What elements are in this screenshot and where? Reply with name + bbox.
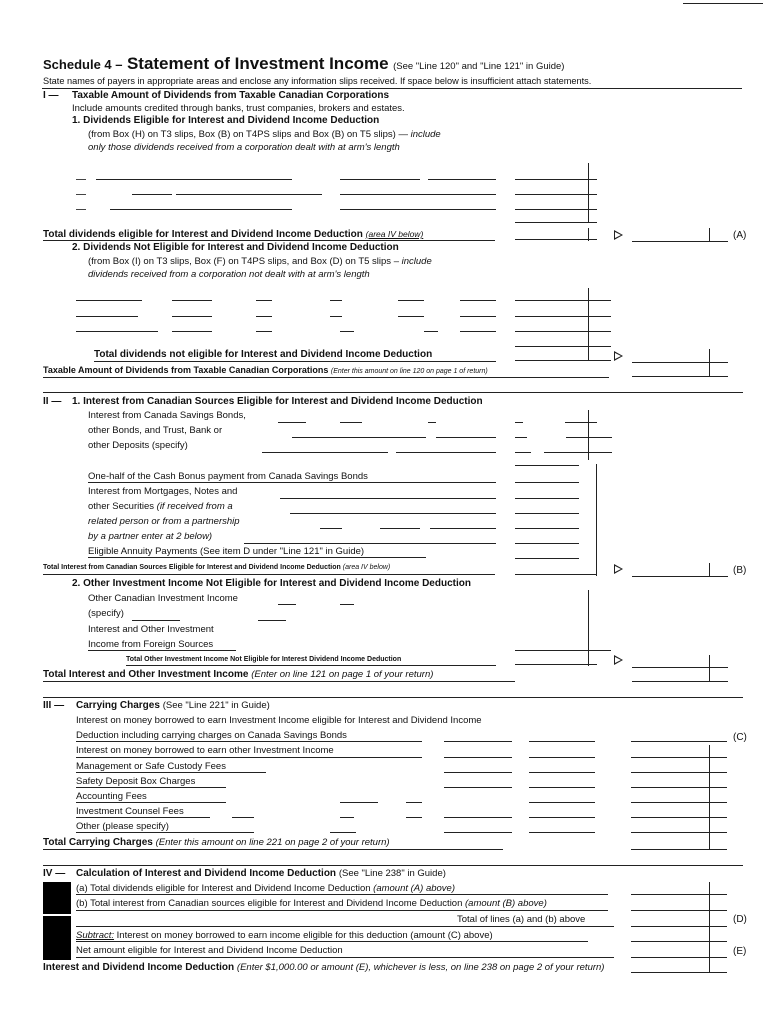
mortgages-label: Interest from Mortgages, Notes and bbox=[88, 486, 238, 497]
dividends-eligible-desc2: only those dividends received from a corporation dealt with at arm's length bbox=[88, 142, 400, 153]
total-dividends-eligible-note: (area IV below) bbox=[365, 229, 424, 239]
black-bar-2 bbox=[43, 916, 71, 960]
interest-line-1: Interest from Canada Savings Bonds, bbox=[88, 410, 246, 421]
line-a bbox=[76, 883, 455, 894]
amount-a-field[interactable] bbox=[632, 241, 728, 242]
line-a-text: Total dividends eligible for Interest and Dividend Income Deduction bbox=[90, 883, 374, 894]
other-line-2: (specify) bbox=[88, 608, 124, 619]
section-1-roman: I — bbox=[43, 90, 59, 101]
dividends-not-eligible-desc2: dividends received from a corporation not dealt with at arm's length bbox=[88, 269, 370, 280]
dividends-not-eligible-desc-italic: include bbox=[401, 256, 432, 267]
grand-total-text: Total Interest and Other Investment Income bbox=[43, 669, 249, 680]
line-a-label: (a) bbox=[76, 883, 88, 894]
carrying-line-7: Investment Counsel Fees bbox=[76, 806, 184, 817]
sum-label: Total of lines (a) and (b) above bbox=[457, 914, 586, 925]
other-investment-heading: 2. Other Investment Income Not Eligible for Interest and Dividend Income Deduction bbox=[72, 578, 471, 589]
if-received-note-3: by a partner enter at 2 below) bbox=[88, 531, 213, 542]
line-a-note: (amount (A) above) bbox=[373, 883, 455, 894]
amount-b-field[interactable] bbox=[632, 576, 728, 577]
line-b-text: Total interest from Canadian sources eligible for Interest and Dividend Income Deduction bbox=[90, 898, 466, 909]
carrying-line-2: Deduction including carrying charges on Canada Savings Bonds bbox=[76, 730, 347, 741]
other-line-1: Other Canadian Investment Income bbox=[88, 593, 238, 604]
interest-eligible-heading: 1. Interest from Canadian Sources Eligible for Interest and Dividend Income Deduction bbox=[72, 396, 483, 407]
dividends-not-eligible-field[interactable] bbox=[632, 362, 728, 363]
line-b bbox=[76, 898, 547, 909]
carrying-line-4: Management or Safe Custody Fees bbox=[76, 761, 226, 772]
carrying-charges-ref: (See "Line 221" in Guide) bbox=[162, 700, 270, 711]
amount-e-field[interactable] bbox=[631, 957, 727, 958]
dividends-not-eligible-heading: 2. Dividends Not Eligible for Interest and Dividend Income Deduction bbox=[72, 242, 399, 253]
box-d-label: (D) bbox=[733, 914, 747, 925]
cash-bonus-label: One-half of the Cash Bonus payment from Canada Savings Bonds bbox=[88, 471, 368, 482]
other-line-3: Interest and Other Investment bbox=[88, 624, 214, 635]
other-securities-label bbox=[88, 501, 233, 512]
section-2-roman: II — bbox=[43, 396, 62, 407]
deduction-title: Calculation of Interest and Dividend Income Deduction bbox=[76, 868, 337, 879]
box-e-label: (E) bbox=[733, 946, 747, 957]
section-1-intro: Include amounts credited through banks, trust companies, brokers and estates. bbox=[72, 103, 405, 114]
header-rule bbox=[42, 88, 742, 89]
final-deduction-text: Interest and Dividend Income Deduction bbox=[43, 962, 235, 973]
final-deduction-field[interactable] bbox=[631, 972, 727, 973]
section-3-roman: III — bbox=[43, 700, 65, 711]
total-dividends-eligible-text: Total dividends eligible for Interest and Dividend Income Deduction bbox=[43, 229, 363, 240]
total-carrying-field[interactable] bbox=[631, 849, 727, 850]
other-income-field[interactable] bbox=[632, 667, 728, 668]
carrying-charges-heading bbox=[76, 700, 270, 712]
black-bar-1 bbox=[43, 882, 71, 914]
taxable-amount-text: Taxable Amount of Dividends from Taxable Canadian Corporations bbox=[43, 365, 329, 375]
arrow-right-icon bbox=[614, 655, 623, 665]
dividends-not-eligible-desc-text: (from Box (I) on T3 slips, Box (F) on T4PS slips, and Box (D) on T5 slips – bbox=[88, 256, 402, 267]
total-carrying-note: (Enter this amount on line 221 on page 2 of your return) bbox=[155, 837, 390, 848]
total-interest-eligible-text: Total Interest from Canadian Sources Eligible for Interest and Dividend Income Deduction bbox=[43, 564, 341, 571]
carrying-line-6: Accounting Fees bbox=[76, 791, 147, 802]
box-b-label: (B) bbox=[733, 565, 747, 576]
schedule-title: Statement of Investment Income bbox=[126, 54, 389, 73]
top-rule bbox=[683, 3, 763, 4]
total-interest-eligible-label bbox=[43, 563, 390, 572]
deduction-ref: (See "Line 238" in Guide) bbox=[338, 868, 446, 879]
dividends-eligible-heading: 1. Dividends Eligible for Interest and Dividend Income Deduction bbox=[72, 115, 380, 126]
subtract-text: Interest on money borrowed to earn income eligible for this deduction (amount (C) above) bbox=[114, 930, 493, 941]
carrying-charges-title: Carrying Charges bbox=[76, 700, 160, 711]
other-securities-text: other Securities bbox=[88, 501, 157, 512]
interest-line-3: other Deposits (specify) bbox=[88, 440, 188, 451]
annuity-label: Eligible Annuity Payments (See item D under "Line 121" in Guide) bbox=[88, 546, 365, 557]
carrying-line-1: Interest on money borrowed to earn Investment Income eligible for Interest and Dividend Income bbox=[76, 715, 482, 726]
dividends-eligible-desc-italic: include bbox=[410, 129, 441, 140]
taxable-amount-note: (Enter this amount on line 120 on page 1 of return) bbox=[330, 368, 488, 375]
line-b-label: (b) bbox=[76, 898, 88, 909]
arrow-right-icon bbox=[614, 564, 623, 574]
grand-total-label bbox=[43, 669, 433, 681]
box-a-label: (A) bbox=[733, 230, 747, 241]
if-received-note-2: related person or from a partnership bbox=[88, 516, 240, 527]
final-deduction-label bbox=[43, 962, 604, 974]
total-carrying-label bbox=[43, 837, 390, 849]
schedule-reference: (See "Line 120" and "Line 121" in Guide) bbox=[393, 61, 565, 72]
final-deduction-note: (Enter $1,000.00 or amount (E), whichever is less, on line 238 on page 2 of your return) bbox=[236, 962, 605, 973]
arrow-right-icon bbox=[614, 230, 623, 240]
subtract-label: Subtract: bbox=[76, 930, 115, 941]
total-other-income-label: Total Other Investment Income Not Eligible for Interest Dividend Income Deduction bbox=[126, 656, 402, 663]
page-title bbox=[43, 54, 564, 74]
total-dividends-not-eligible-label: Total dividends not eligible for Interest and Dividend Income Deduction bbox=[94, 349, 433, 360]
other-line-4: Income from Foreign Sources bbox=[88, 639, 214, 650]
schedule-number: Schedule 4 – bbox=[43, 57, 123, 72]
total-carrying-text: Total Carrying Charges bbox=[43, 837, 153, 848]
amount-d-field[interactable] bbox=[631, 926, 727, 927]
arrow-right-icon bbox=[614, 351, 623, 361]
if-received-note-1: (if received from a bbox=[156, 501, 233, 512]
carrying-line-3: Interest on money borrowed to earn other Investment Income bbox=[76, 745, 334, 756]
carrying-line-5: Safety Deposit Box Charges bbox=[76, 776, 196, 787]
taxable-amount-label bbox=[43, 365, 488, 376]
box-c-label: (C) bbox=[733, 732, 747, 743]
deduction-heading bbox=[76, 868, 446, 880]
dividends-eligible-desc-text: (from Box (H) on T3 slips, Box (B) on T4PS slips and Box (B) on T5 slips) — bbox=[88, 129, 411, 140]
interest-line-2: other Bonds, and Trust, Bank or bbox=[88, 425, 223, 436]
grand-total-field[interactable] bbox=[632, 681, 728, 682]
net-amount-label: Net amount eligible for Interest and Dividend Income Deduction bbox=[76, 945, 343, 956]
dividends-not-eligible-desc bbox=[88, 256, 432, 267]
section-1-heading: Taxable Amount of Dividends from Taxable Canadian Corporations bbox=[72, 90, 390, 101]
total-interest-eligible-note: (area IV below) bbox=[342, 564, 391, 571]
subtract-line bbox=[76, 930, 493, 941]
line-b-note: (amount (B) above) bbox=[465, 898, 547, 909]
carrying-line-8: Other (please specify) bbox=[76, 821, 169, 832]
dividends-eligible-desc bbox=[88, 129, 441, 140]
grand-total-note: (Enter on line 121 on page 1 of your return) bbox=[251, 669, 434, 680]
taxable-amount-field[interactable] bbox=[632, 376, 728, 377]
instructions: State names of payers in appropriate areas and enclose any information slips received. If space below is insufficient attach statements. bbox=[43, 76, 592, 86]
section-4-roman: IV — bbox=[43, 868, 66, 879]
